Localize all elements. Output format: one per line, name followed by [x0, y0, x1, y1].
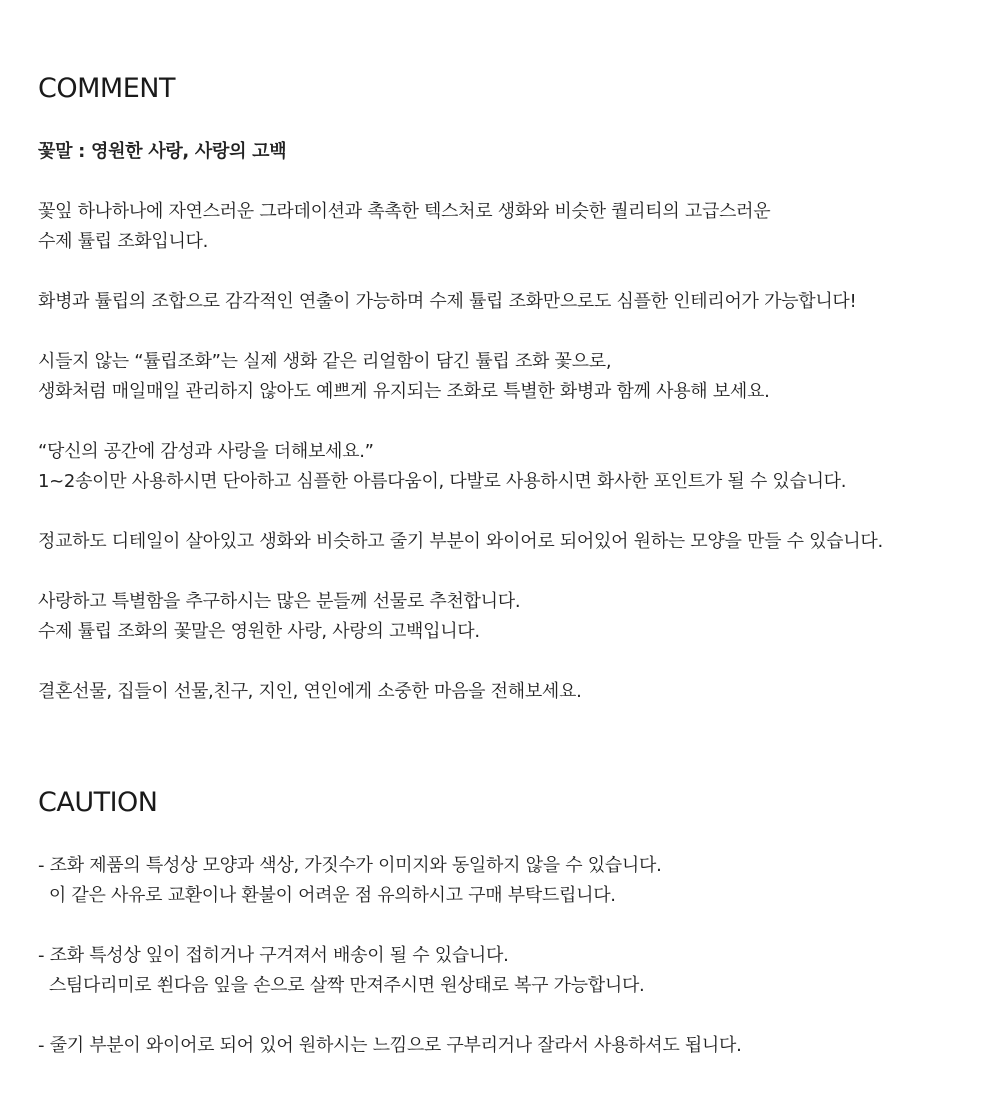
caution-line: 스팀다리미로 쐰다음 잎을 손으로 살짝 만져주시면 원상태로 복구 가능합니다.: [38, 975, 645, 996]
caution-line: 이 같은 사유로 교환이나 환불이 어려운 점 유의하시고 구매 부탁드립니다.: [38, 885, 616, 906]
caution-line: - 줄기 부분이 와이어로 되어 있어 원하시는 느낌으로 구부리거나 잘라서 사용하셔도 됩니다.: [38, 1035, 742, 1056]
comment-line: 결혼선물, 집들이 선물,친구, 지인, 연인에게 소중한 마음을 전해보세요.: [38, 681, 582, 702]
comment-line: 생화처럼 매일매일 관리하지 않아도 예쁘게 유지되는 조화로 특별한 화병과 함께 사용해 보세요.: [38, 381, 770, 402]
caution-heading: CAUTION: [38, 787, 158, 818]
comment-line: 사랑하고 특별함을 추구하시는 많은 분들께 선물로 추천합니다.: [38, 591, 521, 612]
comment-line: 정교하도 디테일이 살아있고 생화와 비슷하고 줄기 부분이 와이어로 되어있어 원하는 모양을 만들 수 있습니다.: [38, 531, 883, 552]
comment-line: 1~2송이만 사용하시면 단아하고 심플한 아름다움이, 다발로 사용하시면 화사한 포인트가 될 수 있습니다.: [38, 471, 847, 492]
comment-heading: COMMENT: [38, 73, 175, 104]
comment-line: 화병과 튤립의 조합으로 감각적인 연출이 가능하며 수제 튤립 조화만으로도 심플한 인테리어가 가능합니다!: [38, 291, 857, 312]
comment-line: 수제 튤립 조화의 꽃말은 영원한 사랑, 사랑의 고백입니다.: [38, 621, 480, 642]
caution-line: - 조화 제품의 특성상 모양과 색상, 가짓수가 이미지와 동일하지 않을 수 있습니다.: [38, 855, 662, 876]
comment-line: 꽃잎 하나하나에 자연스러운 그라데이션과 촉촉한 텍스처로 생화와 비슷한 퀄리티의 고급스러운: [38, 201, 771, 222]
comment-line: 수제 튤립 조화입니다.: [38, 231, 209, 252]
caution-line: - 조화 특성상 잎이 접히거나 구겨져서 배송이 될 수 있습니다.: [38, 945, 509, 966]
comment-quote: “당신의 공간에 감성과 사랑을 더해보세요.”: [38, 441, 374, 462]
comment-line: 시들지 않는 “튤립조화”는 실제 생화 같은 리얼함이 담긴 튤립 조화 꽃으로,: [38, 351, 612, 372]
flower-meaning: 꽃말 : 영원한 사랑, 사랑의 고백: [38, 141, 287, 162]
